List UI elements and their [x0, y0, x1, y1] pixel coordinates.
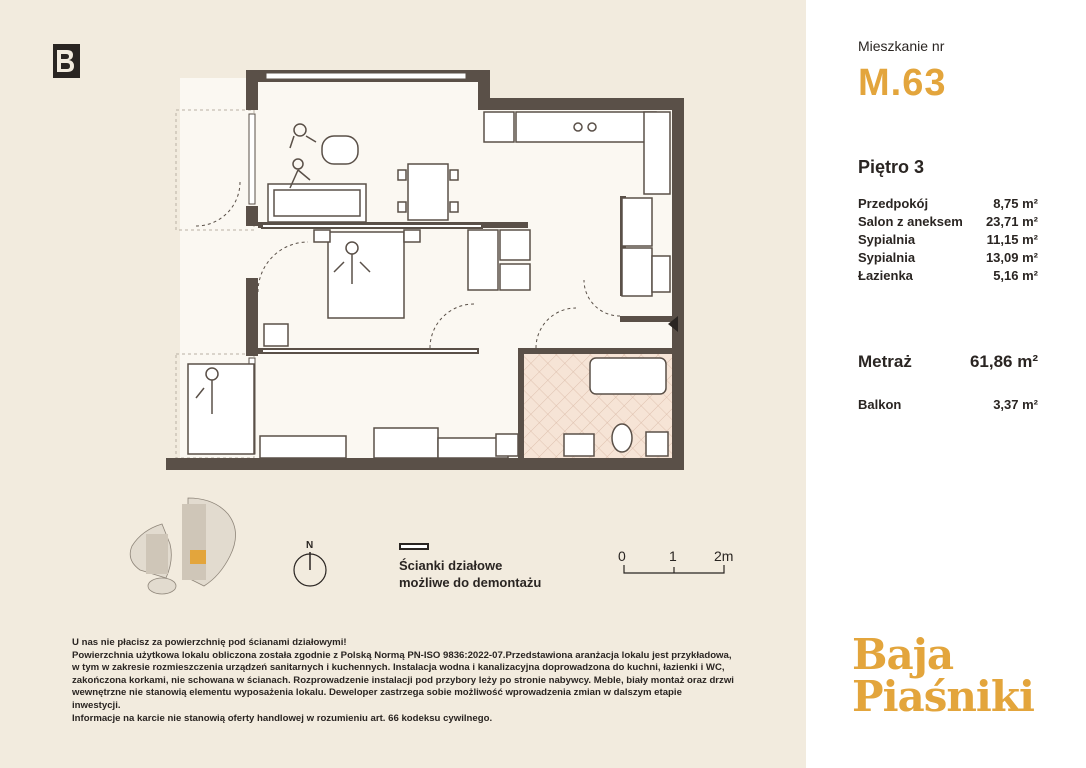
apartment-number: M.63	[858, 62, 947, 104]
footnote-line: zakończona korkami, nie schowana w ścianach. Rozprowadzenie instalacji pod przybory leży po stronie nabywcy. Meble, biały montaż oraz drzwi	[72, 674, 734, 686]
room-row	[858, 267, 1038, 285]
room-name: Przedpokój	[858, 196, 929, 211]
b-letter-logo-icon	[48, 44, 80, 78]
scale-bar	[614, 545, 744, 577]
scale-tick-0: 0	[618, 548, 626, 564]
room-area: 8,75 m²	[993, 196, 1038, 211]
footnote-line: inwestycji.	[72, 699, 121, 711]
legend-line-1: Ścianki działowe	[399, 558, 503, 573]
brand-line-1: Baja	[852, 630, 954, 679]
room-name: Salon z aneksem	[858, 214, 963, 229]
site-map	[128, 494, 240, 606]
demountable-wall-swatch	[399, 543, 429, 550]
footnote-line: U nas nie płacisz za powierzchnię pod ścianami działowymi!	[72, 637, 347, 648]
compass-north-label: N	[306, 540, 314, 551]
total-area-value: 61,86 m²	[969, 352, 1038, 371]
room-name: Sypialnia	[858, 232, 916, 247]
room-row	[858, 231, 1038, 249]
scale-tick-2: 2m	[714, 548, 734, 564]
footnote-line: Informacje na karcie nie stanowią oferty handlowej w rozumieniu art. 66 kodeksu cywilnego.	[72, 712, 493, 724]
total-area-label: Metraż	[858, 352, 912, 371]
room-area: 23,71 m²	[985, 214, 1038, 229]
room-row	[858, 213, 1038, 231]
brand-wordmark	[852, 630, 1034, 721]
footnote-line: wewnętrzne nie stanowią elementu wyposażenia lokalu. Deweloper zastrzega sobie możliwość wprowadzenia zmian w dalszym etapie	[72, 687, 682, 699]
footnote-line: w tym w zakresie rozmieszczenia urządzeń sanitarnych i kuchennych. Instalacja wodna i kanalizacyjna doprowadzona do kuchni, łazienki i WC,	[72, 662, 725, 674]
room-area: 5,16 m²	[993, 268, 1038, 283]
total-area-row	[858, 352, 1038, 372]
balcony-row	[858, 397, 1038, 412]
room-area: 13,09 m²	[985, 250, 1038, 265]
room-name: Sypialnia	[858, 250, 916, 265]
floor-plan	[166, 66, 686, 476]
room-row	[858, 249, 1038, 267]
room-name: Łazienka	[858, 268, 913, 283]
scale-tick-1: 1	[669, 548, 677, 564]
room-area: 11,15 m²	[986, 232, 1038, 247]
legend-line-2: możliwe do demontażu	[399, 575, 542, 590]
brand-line-2: Piaśniki	[852, 672, 1034, 721]
room-row	[858, 195, 1038, 213]
footnote-line: Powierzchnia użytkowa lokalu obliczona została zgodnie z Polską Normą PN-ISO 9836:2022-07.Przedstawiona aranżacja lokalu jest przykładowa,	[72, 649, 732, 661]
apartment-label: Mieszkanie nr	[858, 38, 945, 54]
balcony-label: Balkon	[858, 397, 902, 412]
rooms-list	[858, 195, 1038, 285]
footnote	[72, 637, 762, 725]
floor-label: Piętro 3	[858, 157, 925, 177]
legend-text	[399, 557, 569, 591]
balcony-value: 3,37 m²	[993, 397, 1038, 412]
